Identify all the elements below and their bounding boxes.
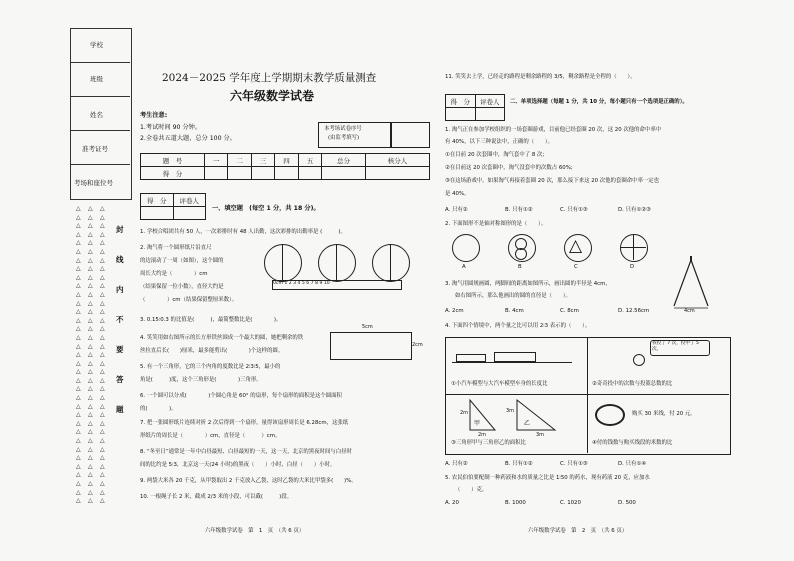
mc-question-1-line: ②在目前这 20 次套圈中，淘气没套中的次数占 60%;	[445, 165, 573, 171]
score-cell: 一	[205, 154, 228, 167]
notes-line: 1.考试时间 90 分钟。	[140, 124, 202, 131]
question-7-line: 形纸片的周长是（ ）cm，直径是（ ）cm。	[140, 433, 281, 439]
mc-question-1-line: 有 40%，以下三种说法中，正确的（ ）。	[445, 139, 554, 145]
scorer-input[interactable]	[475, 108, 505, 121]
question-8-line: 间的比约是 5∶3，北京这一天(24 小时)的黑夜（ ）小时，白昼（ ）小时。	[140, 462, 336, 468]
mc-option[interactable]: C. 1020	[560, 500, 581, 506]
mc-option[interactable]: A. 只有②	[445, 461, 468, 467]
seal-line-text	[116, 215, 124, 425]
score-table-score-row	[141, 167, 430, 180]
seal-char: 内	[116, 285, 124, 294]
situation-caption: ①小汽车模型与大汽车模型车身的长度比	[451, 381, 548, 387]
mc-option[interactable]: B. 只有①②	[505, 461, 533, 467]
question-10: 10. 一根绳子长 2 米，截成 2/3 米的小段，可以截( )段。	[140, 494, 293, 500]
question-2-line: （ ）cm（结果保留整厘米数）。	[140, 297, 238, 303]
mc-option[interactable]: B. 4cm	[505, 308, 524, 314]
mc-question-3-line: 3. 淘气用圆规画圆，两脚间的距离如图所示，画出圆的半径是 4cm，	[445, 281, 611, 287]
scorer-label: 评卷人	[475, 95, 505, 108]
score-cell: 二	[228, 154, 251, 167]
mc-option[interactable]: C. 只有①③	[560, 207, 588, 213]
seal-char: 封	[116, 225, 124, 234]
ruler-scale: 0cm 1 2 3 4 5 6 7 8 9 10	[273, 281, 330, 286]
section2-title: 二、单项选择题（每题 1 分，共 10 分，每小题只有一个选项是正确的）。	[510, 99, 688, 105]
rect-height-label: 2cm	[412, 342, 423, 348]
section1-title: 一、填空题 (每空 1 分，共 18 分)。	[212, 205, 320, 212]
score-input-cell[interactable]	[275, 167, 298, 180]
circle-diameter-line	[390, 244, 391, 280]
notes-line: 2.全卷共五道大题，总分 100 分。	[140, 135, 236, 142]
mc-question-2: 2. 下面图形不是轴对称图形的是（ ）。	[445, 221, 547, 227]
exam-subtitle: 六年级数学试卷	[230, 89, 315, 103]
score-cell: 三	[251, 154, 274, 167]
mc-option[interactable]: D. 只有①②③	[618, 207, 651, 213]
mc-option[interactable]: A. 2cm	[445, 308, 464, 314]
wire-rectangle-figure	[330, 332, 412, 360]
question-2-line: （结果保留一位小数），直径大约是	[140, 284, 224, 290]
score-cell: 题 号	[141, 154, 205, 167]
serial-note: (由监考填写)	[328, 135, 360, 141]
question-5-line: 5. 有一个三角形，它的三个内角的度数比是 2∶3∶5，最小的	[140, 364, 281, 370]
mc-option[interactable]: B. 1000	[505, 500, 526, 506]
seal-char: 题	[116, 405, 124, 414]
large-car-model	[494, 352, 536, 362]
rolling-circle-figure	[372, 244, 410, 282]
car-ruler	[452, 362, 572, 363]
question-7-line: 7. 把一张圆形纸片连续对折 2 次后得到一个扇形，量得该扇形周长是 6.28cm，这张纸	[140, 420, 349, 426]
score-cell: 核分人	[365, 154, 429, 167]
score-input-cell[interactable]	[228, 167, 251, 180]
mc-question-5-line: 5. 农民伯伯要配制一种药液和水的质量之比是 1∶50 的药水，现有药液 20 克，应加水	[445, 475, 650, 481]
serial-label: 本考场试卷序号	[324, 126, 362, 132]
circle-diameter-line	[336, 244, 337, 280]
binding-label-school: 学校	[90, 41, 103, 49]
binding-label-seat: 考场和座位号	[74, 179, 113, 187]
score-table	[140, 153, 430, 180]
mc-question-1-line: 是 40%。	[445, 191, 470, 197]
mc-option[interactable]: A. 只有②	[445, 207, 468, 213]
mc-option[interactable]: D. 500	[618, 500, 636, 506]
grid-divider	[445, 394, 729, 395]
notes-heading: 考生注意:	[140, 112, 168, 119]
scorer-label: 得 分	[446, 95, 476, 108]
scorer-label: 得 分	[141, 194, 174, 207]
seal-char: 线	[116, 255, 124, 264]
mc-question-4: 4. 下面四个情境中，两个量之比可以用 2∶3 表示的（ ）。	[445, 323, 591, 329]
triangle-label: 乙	[524, 420, 531, 427]
question-5-line: 角是( )度，这个三角形是( )三角形。	[140, 377, 262, 383]
rolling-circle-figure	[318, 244, 356, 282]
mc-question-1-line: ③在这场游戏中，如果淘气再接着套圈 20 次，那么接下来这 20 次他的套圈命中率一定也	[445, 178, 660, 184]
figure-d-line	[620, 247, 646, 248]
score-cell: 得 分	[141, 167, 205, 180]
figure-d-circle	[620, 234, 648, 262]
scorer-input[interactable]	[446, 108, 476, 121]
rolling-circle-figure	[264, 244, 302, 282]
compass-figure	[666, 256, 716, 316]
speech-bubble-text: 我投了 7 次，投中了 5 次。	[652, 341, 699, 352]
mc-option[interactable]: D. 12.56cm	[618, 308, 650, 314]
scorer-input[interactable]	[173, 207, 206, 220]
footer-page-1: 六年级数学试卷 第 1 页 （共 6 页）	[205, 528, 305, 534]
question-2-line: 的边滚动了一周（如图），这个圆的	[140, 258, 224, 264]
mc-question-5-line: （ ）克。	[455, 487, 488, 493]
seal-char: 要	[116, 345, 124, 354]
score-cell: 五	[298, 154, 321, 167]
serial-input-box[interactable]	[390, 122, 430, 148]
binding-divider	[70, 96, 130, 97]
figure-a-circle	[452, 234, 480, 262]
mc-option[interactable]: D. 只有①④	[618, 461, 647, 467]
footer-page-2: 六年级数学试卷 第 2 页 （共 6 页）	[528, 528, 628, 534]
question-3: 3. 0.15∶0.3 的比值是( )，最简整数比是( )。	[140, 317, 282, 323]
question-2-line: 周长大约是（ ）cm	[140, 271, 208, 277]
triangle-label: 3m	[506, 408, 515, 414]
situation-caption: ④付的钱数与购买线段的米数的比	[592, 440, 673, 446]
question-6-line: 6. 一个圆可以分成( )个圆心角是 60° 的扇形，每个扇形的面积是这个圆面积	[140, 393, 342, 399]
wire-coil-icon	[595, 404, 625, 426]
seal-char: 不	[116, 315, 124, 324]
triangle-label: 甲	[474, 420, 481, 427]
mc-question-1-line: ①在目前 20 次套圈中，淘气套中了 8 次;	[445, 152, 545, 158]
small-car-model	[456, 354, 486, 362]
exam-title: 2024－2025 学年度上学期期末教学质量测查	[162, 72, 377, 84]
situation-caption: ②奇奇投中的次数与投篮总数的比	[592, 381, 673, 387]
binding-label-class: 班级	[90, 75, 103, 83]
compass-label: 4cm	[684, 308, 695, 314]
triangle-label: 2m	[478, 432, 487, 438]
score-cell: 总分	[322, 154, 366, 167]
rect-width-label: 5cm	[362, 324, 373, 330]
question-11: 11. 笑笑去上学，已经走的路程是剩余路程的 3/5，剩余路程是全程的（ ）。	[445, 74, 636, 80]
binding-triangle-column: △ △ △ △ △ △ △ △ △ △ △ △ △ △ △ △ △ △ △ △ △ △ △ △ △ △ △ △ △ △ △ △ △ △ △	[76, 205, 81, 505]
mc-question-1-line: 1. 淘气正在参加学校组织的一场套圈游戏，目前他已经套圈 20 次，这 20 次他的命中率中	[445, 127, 662, 133]
question-6-line: 的( )。	[140, 406, 177, 412]
question-2-line: 2. 淘气将一个圆形纸片沿直尺	[140, 245, 212, 251]
mc-option[interactable]: A. 20	[445, 500, 459, 506]
figure-label: C	[574, 264, 578, 270]
circle-diameter-line	[282, 244, 283, 280]
scorer-input[interactable]	[141, 207, 174, 220]
figure-label: A	[462, 264, 466, 270]
player-head-icon	[633, 354, 645, 366]
binding-triangle-column: △ △ △ △ △ △ △ △ △ △ △ △ △ △ △ △ △ △ △ △ △ △ △ △ △ △ △ △ △ △ △ △ △ △ △	[100, 205, 105, 505]
situation-caption: ③三角形甲与三角形乙的面积比	[451, 440, 526, 446]
binding-divider	[70, 62, 130, 63]
binding-divider	[70, 130, 130, 131]
score-cell: 四	[275, 154, 298, 167]
mc-option[interactable]: B. 只有①②	[505, 207, 533, 213]
score-input-cell[interactable]	[298, 167, 321, 180]
mc-option[interactable]: C. 只有①③	[560, 461, 588, 467]
wire-price-text: 购买 30 米线，付 20 元。	[632, 411, 696, 417]
scorer-box	[140, 193, 206, 220]
mc-option[interactable]: C. 8cm	[560, 308, 579, 314]
triangles-figure	[455, 398, 575, 436]
grid-divider	[587, 337, 588, 453]
question-4-line: 丝拉直后长( )厘米，最多能剪出( )个这样的圆。	[140, 348, 284, 354]
figure-label: D	[630, 264, 635, 270]
figure-label: B	[518, 264, 522, 270]
question-8-line: 8. “冬至日”通常是一年中白昼最短、白昼最短的一天，这一天，北京的黑夜时间与白昼时	[140, 449, 352, 455]
triangle-label: 2m	[460, 410, 469, 416]
binding-divider	[70, 164, 130, 165]
figure-b-inner	[515, 248, 527, 260]
question-4-line: 4. 笑笑用如右图所示的长方形铁丝围成一个最大的圆，她把剩余的铁	[140, 335, 304, 341]
scorer-label: 评卷人	[173, 194, 206, 207]
score-input-cell[interactable]	[205, 167, 228, 180]
mc-question-3-line: 如右图所示，那么他画出的圆的直径是（ ）。	[455, 293, 571, 299]
score-input-cell[interactable]	[365, 167, 429, 180]
binding-label-name: 姓名	[90, 111, 103, 119]
triangle-label: 3m	[536, 432, 545, 438]
binding-triangle-column: △ △ △ △ △ △ △ △ △ △ △ △ △ △ △ △ △ △ △ △ △ △ △ △ △ △ △ △ △ △ △ △ △ △ △	[88, 205, 93, 505]
question-9: 9. 两袋大米各 20 千克，从甲袋取出 2 千克放入乙袋，这时乙袋的大米比甲袋多( )%。	[140, 478, 357, 484]
score-input-cell[interactable]	[251, 167, 274, 180]
seal-char: 答	[116, 375, 124, 384]
scorer-box	[445, 94, 505, 121]
figure-c-triangle: △	[569, 236, 583, 256]
score-table-header-row	[141, 154, 430, 167]
binding-label-exam-number: 准考证号	[82, 145, 108, 153]
question-1: 1. 学校合唱团共有 50 人，一次彩排时有 48 人出勤，这次彩排的出勤率是 ( )。	[140, 229, 346, 235]
score-input-cell[interactable]	[322, 167, 366, 180]
